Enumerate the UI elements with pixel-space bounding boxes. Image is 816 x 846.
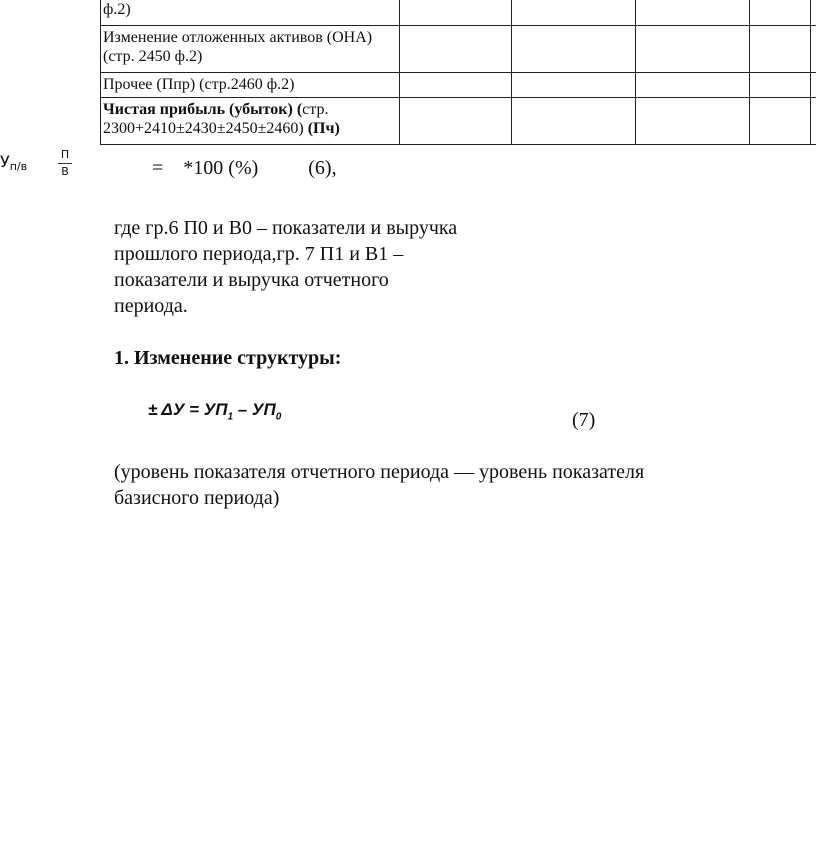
explanation-line: показатели и выручка отчетного [114,269,389,291]
table-cell [399,0,511,25]
table-cell-label: Прочее (Ппр) (стр.2460 ф.2) [101,72,400,97]
explanation-line: где гр.6 П0 и В0 – показатели и выручка [114,217,458,239]
table-cell [511,25,635,72]
table-cell [511,0,635,25]
table-cell [811,97,816,144]
table-cell [511,97,635,144]
table-cell [399,25,511,72]
table-cell-label: ф.2) [101,0,400,25]
formula-7-number: (7) [572,409,596,431]
table-cell-label: Изменение отложенных активов (ОНА) (стр. 2450 ф.2) [101,25,400,72]
fraction-numerator: П [60,148,70,161]
note-line: базисного периода) [114,487,280,509]
table-cell [399,72,511,97]
table-row [101,25,816,72]
table-cell [749,72,811,97]
note-line: (уровень показателя отчетного периода — уровень показателя [114,461,645,483]
table-row [101,0,816,25]
table-cell [811,25,816,72]
table-cell [635,72,749,97]
financial-table [100,0,816,145]
table-cell [749,25,811,72]
formula-6-symbol: $У_{п/в}$ [0,152,28,173]
table-cell [811,72,816,97]
formula-6-fraction [58,149,72,178]
fraction-line [58,163,72,164]
explanation-line: прошлого периода,гр. 7 П1 и В1 – [114,243,404,265]
table-cell-label: Чистая прибыль (убыток) (стр. 2300+2410±2430±2450±2460) (Пч) [101,97,400,144]
table-cell [749,0,811,25]
table-cell [635,25,749,72]
table-cell [749,97,811,144]
formula-6-rhs: = *100 (%) (6), [152,157,337,179]
table-row [101,97,816,144]
explanation-line: периода. [114,295,188,317]
table-cell [811,0,816,25]
table-cell [399,97,511,144]
table-row [101,72,816,97]
section-heading: 1. Изменение структуры: [114,347,342,369]
fraction-denominator: В [61,165,69,178]
formula-7: ± $\Delta У = УП_1 - УП_0$ [148,400,282,423]
table-cell [635,0,749,25]
table-cell [511,72,635,97]
table-cell [635,97,749,144]
